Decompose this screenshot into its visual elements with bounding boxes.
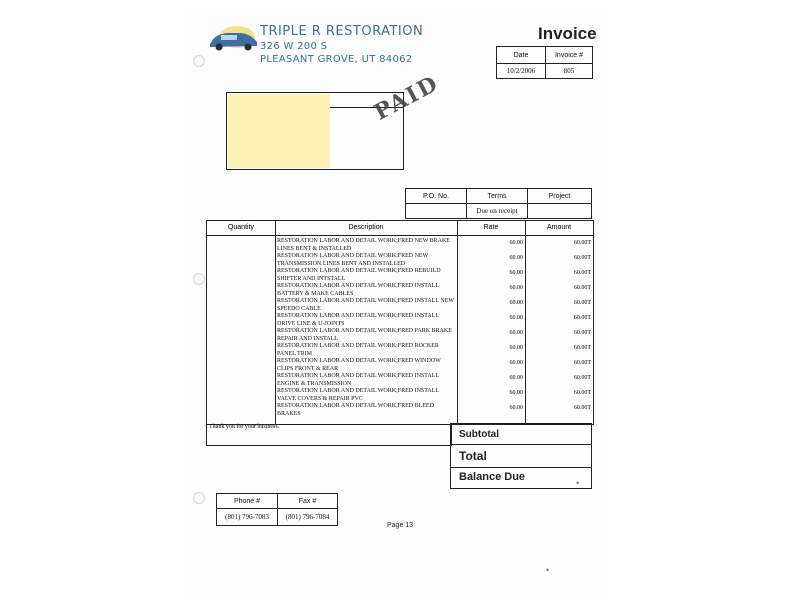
company-address-line1: 326 W 200 S — [260, 41, 328, 52]
item-amount: 60.00T — [573, 300, 591, 306]
item-amount: 60.00T — [573, 330, 591, 336]
item-description: RESTORATION LABOR AND DETAIL WORK;FRED WINDOW CLIPS FRONT & REAR — [277, 358, 441, 372]
item-rate: 60.00 — [509, 405, 523, 411]
po-value — [406, 204, 467, 219]
invoice-date: 10/2/2006 — [497, 64, 546, 79]
phone-number: (801) 796-7083 — [217, 509, 278, 526]
item-amount: 60.00T — [573, 345, 591, 351]
line-items-table — [206, 220, 594, 425]
item-rate: 60.00 — [509, 300, 523, 306]
item-description: RESTORATION LABOR AND DETAIL WORK;FRED REBUILD SHIFTER AND INTSTALL — [277, 268, 441, 282]
paid-stamp: PAID — [369, 70, 444, 126]
item-amount: 60.00T — [573, 240, 591, 246]
item-description: RESTORATION LABOR AND DETAIL WORK;FRED BLEED BRAKES — [277, 403, 434, 417]
invoice-number: 805 — [546, 64, 593, 79]
item-amount: 60.00T — [573, 390, 591, 396]
terms-label: Terms — [467, 189, 528, 204]
item-rate: 60.00 — [509, 270, 523, 276]
total-box — [450, 445, 592, 468]
date-label: Date — [497, 47, 546, 64]
balance-due-label: Balance Due — [459, 471, 526, 483]
item-description: RESTORATION LABOR AND DETAIL WORK;FRED NEW BRAKE LINES BENT & INSTALLED — [277, 238, 450, 252]
description-header: Description — [348, 224, 384, 231]
item-rate: 60.00 — [509, 315, 523, 321]
item-description: RESTORATION LABOR AND DETAIL WORK;FRED ROCKER PANEL TRIM — [277, 343, 439, 357]
item-rate: 60.00 — [509, 240, 523, 246]
contact-table — [216, 493, 338, 526]
scan-speck: • — [576, 478, 580, 488]
item-amount: 60.00T — [573, 315, 591, 321]
company-info — [260, 24, 423, 66]
fax-number: (801) 796-7084 — [278, 509, 338, 526]
item-amount: 60.00T — [573, 285, 591, 291]
company-address-line2: PLEASANT GROVE, UT 84062 — [260, 54, 413, 65]
item-description: RESTORATION LABOR AND DETAIL WORK;FRED PARK BRAKE REPAIR AND INSTALL — [277, 328, 452, 342]
invoice-number-label: Invoice # — [546, 47, 593, 64]
project-value — [528, 204, 592, 219]
item-rate: 60.00 — [509, 255, 523, 261]
order-info-table — [405, 188, 592, 219]
item-rate: 60.00 — [509, 360, 523, 366]
page-number: Page 13 — [387, 522, 414, 529]
item-description: RESTORATION LABOR AND DETAIL WORK;FRED INSTALL VALVE COVERS & REPAIR PVC — [277, 388, 439, 402]
invoice-meta-table — [496, 46, 593, 79]
item-description: RESTORATION LABOR AND DETAIL WORK;FRED NEW TRANSMISSION LINES BENT AND INSTALLED — [277, 253, 429, 267]
item-amount: 60.00T — [573, 375, 591, 381]
fax-label: Fax # — [278, 494, 338, 509]
item-amount: 60.00T — [573, 255, 591, 261]
item-amount: 60.00T — [573, 360, 591, 366]
binder-hole-middle — [193, 273, 205, 285]
item-rate: 60.00 — [509, 390, 523, 396]
subtotal-label: Subtotal — [459, 429, 499, 440]
scan-speck: • — [546, 565, 550, 575]
item-amount: 60.00T — [573, 270, 591, 276]
thank-you-note: Thank you for your business. — [209, 424, 280, 430]
company-name: TRIPLE R RESTORATION — [260, 24, 424, 39]
car-logo-icon — [207, 24, 259, 54]
total-label: Total — [459, 449, 487, 463]
item-rate: 60.00 — [509, 375, 523, 381]
quantity-header: Quantity — [227, 224, 255, 231]
item-rate: 60.00 — [509, 345, 523, 351]
binder-hole-top — [193, 55, 205, 67]
phone-label: Phone # — [217, 494, 278, 509]
binder-hole-bottom — [193, 492, 205, 504]
po-label: P.O. No. — [406, 189, 467, 204]
item-rate: 60.00 — [509, 330, 523, 336]
subtotal-box — [450, 423, 592, 445]
rate-header: Rate — [483, 224, 499, 231]
terms-value: Due on receipt — [467, 204, 528, 219]
item-amount: 60.00T — [573, 405, 591, 411]
amount-header: Amount — [546, 224, 572, 231]
thank-you-box — [206, 423, 452, 446]
balance-due-box — [450, 468, 592, 489]
item-description: RESTORATION LABOR AND DETAIL WORK;FRED INSTALL NEW SPEEDO CABLE — [277, 298, 454, 312]
item-description: RESTORATION LABOR AND DETAIL WORK;FRED INSTALL ENGINE & TRANSMISSION — [277, 373, 439, 387]
item-description: RESTORATION LABOR AND DETAIL WORK;FRED INSTALL BATTERY & MAKE CABLES — [277, 283, 439, 297]
project-label: Project — [528, 189, 592, 204]
sticky-note-redaction — [228, 94, 330, 168]
item-description: RESTORATION LABOR AND DETAIL WORK;FRED INSTALL DRIVE LINE & U-JOINTS — [277, 313, 439, 327]
item-rate: 60.00 — [509, 285, 523, 291]
document-title: Invoice — [538, 24, 597, 43]
